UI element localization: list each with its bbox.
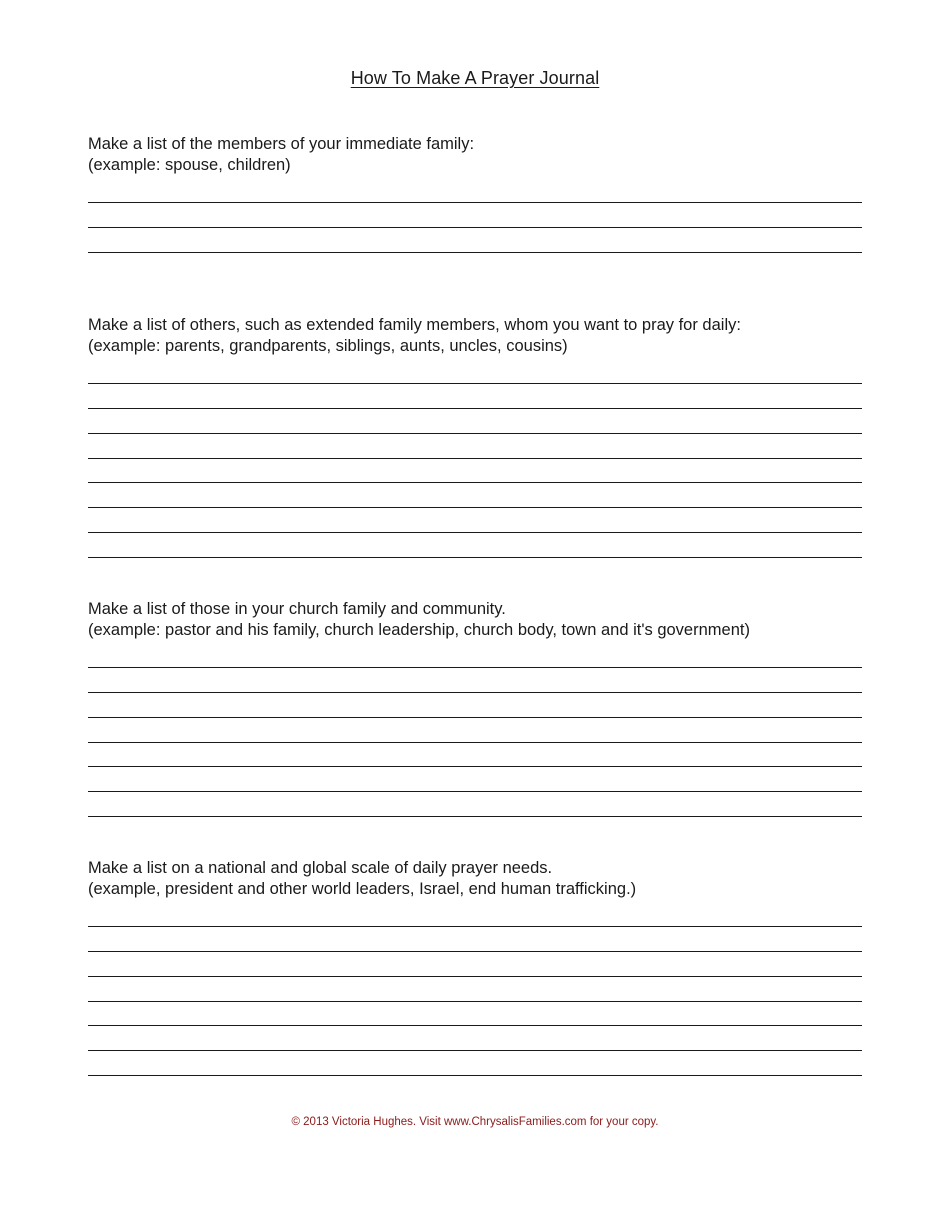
writing-line	[88, 1050, 862, 1051]
writing-line	[88, 557, 862, 558]
section-example: (example: parents, grandparents, siblings, aunts, uncles, cousins)	[88, 337, 568, 355]
page-title: How To Make A Prayer Journal	[350, 68, 600, 88]
writing-line	[88, 926, 862, 927]
writing-line	[88, 766, 862, 767]
section-prompt: Make a list of those in your church family and community.	[88, 600, 506, 618]
section-example: (example: pastor and his family, church leadership, church body, town and it's government)	[88, 621, 750, 639]
writing-line	[88, 951, 862, 952]
writing-line	[88, 1001, 862, 1002]
section-extended-family	[88, 315, 862, 357]
section-example: (example: spouse, children)	[88, 156, 291, 174]
section-church-community	[88, 599, 862, 641]
writing-line	[88, 482, 862, 483]
section-national-global	[88, 858, 862, 900]
writing-line	[88, 532, 862, 533]
writing-line	[88, 816, 862, 817]
writing-line	[88, 227, 862, 228]
writing-line	[88, 1075, 862, 1076]
writing-line	[88, 791, 862, 792]
writing-line	[88, 507, 862, 508]
writing-line	[88, 667, 862, 668]
writing-line	[88, 742, 862, 743]
writing-line	[88, 408, 862, 409]
section-immediate-family	[88, 134, 862, 176]
writing-line	[88, 976, 862, 977]
copyright-footer: © 2013 Victoria Hughes. Visit www.ChrysalisFamilies.com for your copy.	[291, 1116, 659, 1128]
section-example: (example, president and other world leaders, Israel, end human trafficking.)	[88, 880, 637, 898]
writing-line	[88, 202, 862, 203]
writing-line	[88, 692, 862, 693]
writing-line	[88, 458, 862, 459]
section-prompt: Make a list on a national and global scale of daily prayer needs.	[88, 859, 553, 877]
writing-line	[88, 1025, 862, 1026]
writing-line	[88, 433, 862, 434]
section-prompt: Make a list of others, such as extended family members, whom you want to pray for daily:	[88, 316, 741, 334]
writing-line	[88, 383, 862, 384]
writing-line	[88, 717, 862, 718]
writing-line	[88, 252, 862, 253]
section-prompt: Make a list of the members of your immediate family:	[88, 135, 475, 153]
